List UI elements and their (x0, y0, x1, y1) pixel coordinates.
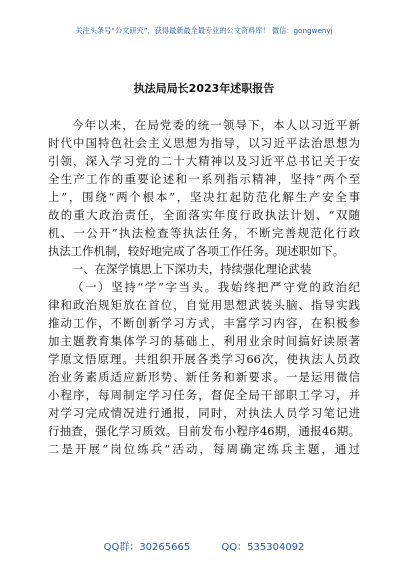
paragraph-line: 行抽查，强化学习质效。目前发布小程序46期，通报46期。 (48, 424, 360, 438)
qq-group-label: QQ群：30265665 (103, 542, 191, 553)
section-heading: 一、在深学慎思上下深功夫，持续强化理论武装 (72, 262, 312, 276)
paragraph-line: 律和政治规矩放在首位，自觉用思想武装头脑、指导实践 (48, 298, 360, 312)
contact-footer (0, 538, 408, 553)
paragraph-line: 治业务素质适应新形势、新任务和新要求。一是运用微信 (48, 370, 360, 384)
paragraph-line: 推动工作，不断创新学习方式，丰富学习内容，在积极参 (48, 316, 360, 330)
paragraph-line: 二是开展“岗位练兵”活动，每周确定练兵主题，通过 (48, 442, 360, 456)
paragraph-line: 时代中国特色社会主义思想为指导，以习近平法治思想为 (48, 136, 360, 150)
paragraph-line: 对学习完成情况进行通报，同时，对执法人员学习笔记进 (48, 406, 360, 420)
paragraph-line: 故的重大政治责任，全面落实年度行政执法计划、“双随 (48, 208, 360, 222)
paragraph-line: 今年以来，在局党委的统一领导下，本人以习近平新 (72, 118, 360, 132)
paragraph-line: 机、一公开”执法检查等执法任务，不断完善规范化行政 (48, 226, 360, 240)
paragraph-line: 学原文悟原理。共组织开展各类学习66次，使执法人员政 (48, 352, 360, 366)
paragraph-line: 全生产工作的重要论述和一系列指示精神，坚持“两个至 (48, 172, 360, 186)
qq-contact-label: QQ：535304092 (221, 542, 305, 553)
document-body (48, 116, 360, 458)
paragraph-line: 加主题教育集体学习的基础上，利用业余时间搞好读原著 (48, 334, 360, 348)
promo-banner: 关注头条号“公文研究”，获得最新最全最专业的公文资料库！ 微信：gongwenyj (75, 26, 333, 35)
paragraph-line: 执法工作机制，较好地完成了各项工作任务。现述职如下。 (48, 244, 345, 258)
document-title: 执法局局长2023年述职报告 (133, 82, 275, 95)
paragraph-line: 引领，深入学习党的二十大精神以及习近平总书记关于安 (48, 154, 360, 168)
paragraph-line: （一）坚持“学”字当头。我始终把严守党的政治纪 (72, 280, 360, 294)
paragraph-line: 小程序，每周制定学习任务，督促全局干部职工学习，并 (48, 388, 360, 402)
paragraph-line: 上”，围绕“两个根本”，坚决扛起防范化解生产安全事 (48, 190, 360, 204)
